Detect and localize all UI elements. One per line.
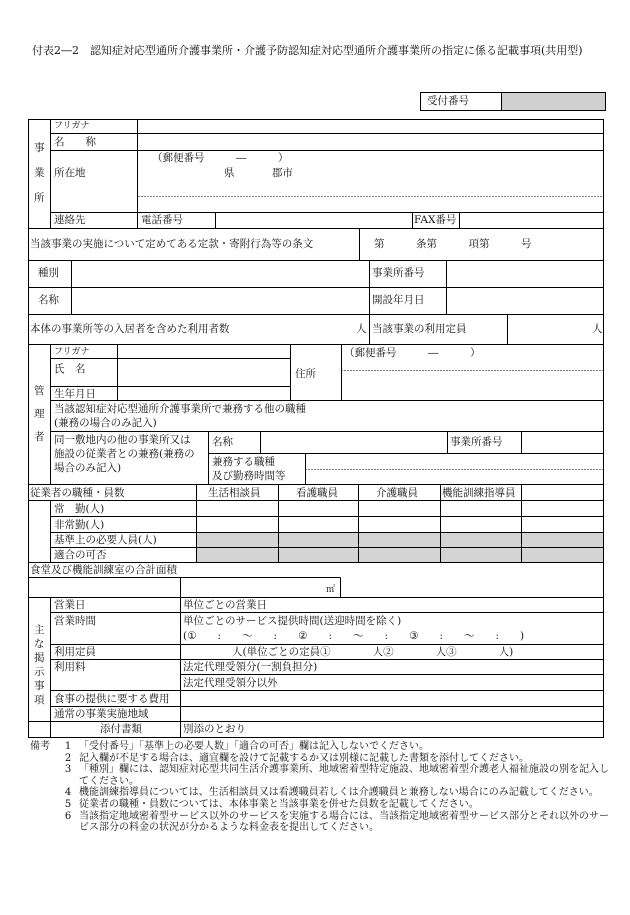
note-number: 4 [64,787,72,799]
staff-header: 従業者の職種・員数 [30,487,125,499]
note-number: 3 [64,764,72,776]
note-text: 「受付番号」「基準上の必要人数」「適合の可否」欄は記入しないでください。 [79,741,429,752]
staff-col-counselor: 生活相談員 [208,487,261,499]
biz-time-label: 営業時間 [54,615,96,627]
note-number: 5 [64,798,72,810]
capacity-main-label: 利用定員 [54,646,96,658]
staff-col-caregiver: 介護職員 [376,487,418,499]
office-section-label-1: 事 [34,142,45,154]
manager-section-label-3: 者 [34,431,45,443]
manager-other-label-2: 施設の従業者との兼務(兼務の [54,448,195,460]
receipt-number-label: 受付番号 [421,93,502,110]
office-pref: 県 [224,167,235,179]
note-text: 従業者の職種・員数については、本体事業と当該事業を併せた員数を記載してください。 [79,798,479,810]
users-unit: 人 [356,323,367,335]
office-contact-label: 連絡先 [54,214,86,226]
manager-section-label-1: 管 [34,385,45,397]
manager-address-label: 住所 [295,368,316,380]
kind-label: 種別 [38,267,59,279]
note-text: 機能訓練指導員については、生活相談員又は看護職員若しくは介護職員と兼務しない場合にのみ記載してください。 [79,787,599,799]
main-section-label-2: な [34,638,45,650]
office-section-label-3: 所 [34,192,45,204]
manager-postal: （郵便番号 ― ） [344,347,481,359]
manager-other-name-label: 名称 [212,436,233,448]
manager-section-label-2: 理 [34,408,45,420]
manager-name-label: 氏 名 [54,363,86,375]
staff-row-compliance: 適合の可否 [54,549,107,561]
note-number: 2 [64,752,72,764]
manager-furigana-label: フリガナ [54,347,90,357]
articles-value: 第 条第 項第 号 [374,238,532,250]
area-unit: ㎡ [326,585,336,595]
main-section-label-5: 事 [34,680,45,692]
office-fax-label: FAX番号 [414,214,457,226]
main-section-label-1: 主 [34,624,45,636]
main-section-label-4: 示 [34,666,45,678]
attachment-value: 別添のとおり [183,723,246,735]
note-text: 当該指定地域密着型サービス以外のサービスを実施する場合には、当該指定地域密着型サービス部分とそれ以外のサービス部分の料金の状況が分かるような料金表を提出してください。 [79,810,609,834]
biz-time-value: 単位ごとのサービス提供時間(送迎時間を除く) [183,615,402,627]
manager-other-office-no-label: 事業所番号 [450,436,503,448]
manager-other-label-1: 同一敷地内の他の事業所又は [54,434,191,446]
name-label: 名称 [38,294,59,306]
staff-col-trainer: 機能訓練指導員 [442,487,516,499]
office-name-label: 名 称 [54,136,96,148]
note-number: 6 [64,810,72,822]
office-section-label-2: 業 [34,167,45,179]
staff-row-parttime: 非常勤(人) [54,519,105,531]
attachment-label: 添付書類 [100,723,142,735]
meal-cost-label: 食事の提供に要する費用 [54,693,170,705]
capacity-main-value: 人(単位ごとの定員① 人② 人③ 人) [232,646,514,658]
office-furigana-label: フリガナ [54,121,90,131]
fee-value-1: 法定代理受領分(一割負担分) [183,661,318,673]
area-label: 食堂及び機能訓練室の合計面積 [30,564,177,576]
articles-label: 当該事業の実施について定めてある定款・寄附行為等の条文 [30,238,314,250]
manager-concurrent-label-1: 当該認知症対応型通所介護事業所で兼務する他の職種 [54,403,306,415]
manager-birth-label: 生年月日 [54,388,96,400]
notes-block [30,741,610,834]
fee-value-2: 法定代理受領分以外 [183,677,278,689]
capacity-unit: 人 [592,323,603,335]
office-address-label: 所在地 [54,167,86,179]
office-postal: （郵便番号 ― ） [152,152,289,164]
note-number: 1 [64,741,72,752]
staff-row-fulltime: 常 勤(人) [54,503,105,515]
capacity-label: 当該事業の利用定員 [372,323,467,335]
users-label: 本体の事業所等の入居者を含めた利用者数 [30,323,230,335]
office-tel-label: 電話番号 [141,214,183,226]
service-area-label: 通常の事業実施地域 [54,708,149,720]
office-no-label: 事業所番号 [372,267,425,279]
manager-concurrent-label-2: (兼務の場合のみ記入) [54,417,157,429]
note-text: 「種別」欄には、認知症対応型共同生活介護事業所、地域密着型特定施設、地域密着型介護老人福祉施設の別を記入してください。 [79,764,609,787]
fee-label: 利用料 [54,661,86,673]
staff-row-required: 基準上の必要人員(人) [54,534,157,546]
biz-day-label: 営業日 [54,599,86,611]
notes-head: 備考 [30,741,50,752]
main-section-label-6: 項 [34,694,45,706]
staff-col-nurse: 看護職員 [296,487,338,499]
opened-date-label: 開設年月日 [372,294,425,306]
manager-duty-label-1: 兼務する職種 [212,456,275,468]
biz-time-slots: (① : ～ : ② : ～ : ③ : ～ : ) [183,630,525,642]
manager-other-label-3: 場合のみ記入) [54,462,122,474]
office-city: 郡市 [272,167,293,179]
page-title: 付表2―2 認知症対応型通所介護事業所・介護予防認知症対応型通所介護事業所の指定に係る記載事項(共用型) [32,44,583,57]
biz-day-value: 単位ごとの営業日 [183,599,267,611]
main-section-label-3: 掲 [34,652,45,664]
note-text: 記入欄が不足する場合は、適宜欄を設けて記載するか又は別様に記載した書類を添付してください。 [79,752,529,764]
manager-duty-label-2: 及び勤務時間等 [212,470,286,482]
